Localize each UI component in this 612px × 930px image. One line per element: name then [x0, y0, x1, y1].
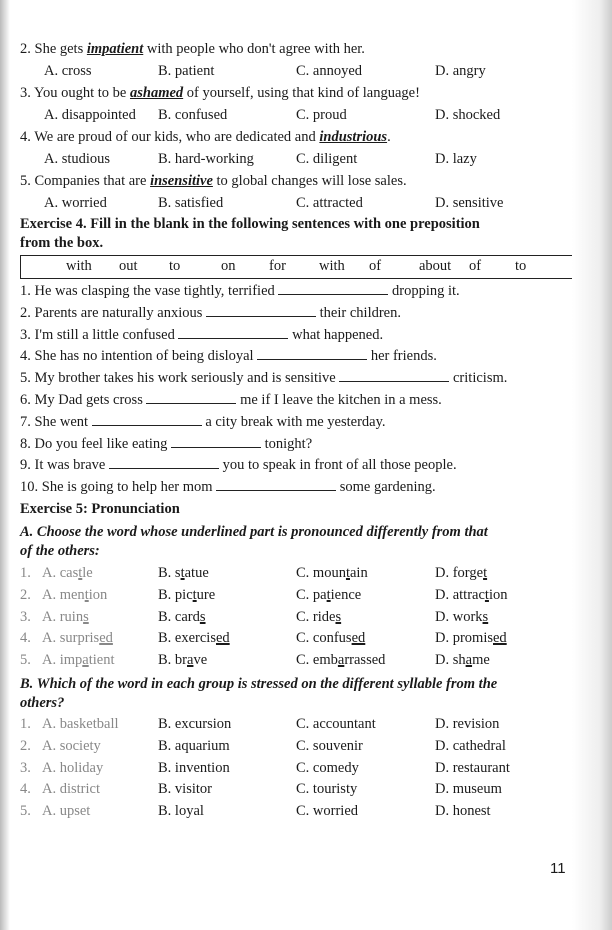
option: C. touristy [296, 781, 358, 798]
option: C. comedy [296, 759, 359, 776]
box-word: to [169, 258, 181, 274]
question-row [0, 38, 612, 60]
option [158, 584, 215, 606]
underlined-part: a [187, 652, 194, 669]
option: C. diligent [296, 151, 358, 167]
item-number: 2. [20, 737, 31, 754]
item-number: 1. [20, 716, 31, 732]
options-row [0, 60, 612, 82]
sentence-pre: I'm still a little confused [34, 326, 175, 343]
fill-in-item [0, 411, 612, 433]
option [158, 606, 206, 628]
fill-in-item [0, 389, 612, 411]
fill-in-item [0, 476, 612, 498]
option: B. patient [158, 63, 215, 79]
option [435, 562, 487, 584]
options-row [0, 104, 612, 126]
item-number: 5. [20, 803, 31, 820]
sentence-pre: She went [34, 413, 89, 430]
sentence [20, 411, 386, 433]
option-post: ience [330, 586, 362, 603]
question-pre: We are proud of our kids, who are dedicated and [34, 129, 320, 145]
fill-in-item [0, 345, 612, 367]
sentence-post: her friends. [370, 348, 437, 365]
option [42, 606, 89, 628]
pronunciation-item [0, 606, 612, 628]
item-number: 2. [20, 304, 31, 321]
underlined-part: ed [493, 630, 507, 647]
option: B. invention [158, 759, 230, 776]
part-instructions-cont [0, 540, 612, 562]
option: A. worried [44, 195, 107, 211]
option [296, 627, 365, 649]
underlined-part: s [199, 608, 206, 625]
pronunciation-item [0, 584, 612, 606]
fill-in-item [0, 433, 612, 455]
option: C. accountant [296, 716, 376, 732]
box-word: of [469, 258, 482, 274]
option-pre: D. attrac [435, 586, 485, 603]
keyword: industrious [319, 129, 388, 145]
fill-in-item [0, 324, 612, 346]
sentence-post: a city break with me yesterday. [205, 413, 386, 430]
question-number: 3. [20, 85, 31, 101]
option-pre: C. emb [296, 652, 338, 669]
instr-cont: of the others: [20, 543, 100, 559]
box-word: to [515, 258, 527, 274]
answer-blank [206, 302, 316, 317]
option-post: atue [184, 565, 209, 581]
option-post: ve [193, 652, 208, 669]
item-number: 4. [20, 348, 31, 365]
option: D. angry [435, 63, 486, 79]
item-number: 3. [20, 608, 31, 625]
pronunciation-item [0, 649, 612, 671]
option-post: le [82, 565, 93, 581]
item-number: 1. [20, 565, 31, 581]
item-number: 3. [20, 759, 31, 776]
option: B. loyal [158, 803, 204, 820]
question-pre: You ought to be [33, 85, 130, 101]
question-post: of yourself, using that kind of language! [183, 85, 420, 101]
option [158, 649, 207, 671]
option: D. honest [435, 803, 491, 820]
option: D. shocked [435, 107, 501, 123]
option: D. cathedral [435, 737, 506, 754]
sentence-pre: She is going to help her mom [41, 479, 213, 496]
fill-in-item [0, 280, 612, 302]
item-number: 3. [20, 326, 31, 343]
underlined-part: ed [99, 630, 113, 647]
stress-item [0, 757, 612, 779]
option [42, 649, 115, 671]
question-number: 5. [20, 173, 31, 189]
instr-cont: others? [20, 695, 65, 711]
option: A. holiday [42, 759, 104, 776]
option: D. museum [435, 781, 502, 798]
question-number: 4. [20, 129, 31, 145]
answer-blank [216, 476, 336, 491]
sentence-post: me if I leave the kitchen in a mess. [240, 392, 442, 408]
sentence-post: their children. [319, 304, 401, 321]
underlined-part: t [345, 565, 350, 581]
option [158, 627, 230, 649]
option-pre: A. imp [42, 652, 83, 669]
underlined-part: s [335, 608, 342, 625]
option [435, 606, 488, 628]
option-post: ion [88, 586, 108, 603]
sentence-post: tonight? [264, 435, 313, 452]
option-pre: B. exercis [158, 630, 216, 647]
option [296, 606, 341, 628]
item-number: 1. [20, 283, 31, 299]
instr-text: Choose the word whose underlined part is pronounced differently from that [36, 524, 488, 540]
answer-blank [109, 454, 219, 469]
option-pre: D. promis [435, 630, 493, 647]
underlined-part: t [180, 565, 185, 581]
option-pre: D. forge [435, 565, 484, 581]
option: B. confused [158, 107, 228, 123]
option-pre: C. pa [296, 586, 327, 603]
question-post: with people who don't agree with her. [143, 41, 365, 57]
option: B. visitor [158, 781, 212, 798]
item-number: 5. [20, 370, 31, 387]
option: C. proud [296, 107, 347, 123]
option-pre: A. cas [42, 565, 79, 581]
option: A. basketball [42, 716, 119, 732]
answer-blank [178, 324, 288, 339]
option: B. satisfied [158, 195, 224, 211]
option: C. attracted [296, 195, 363, 211]
sentence-post: some gardening. [339, 479, 436, 496]
stress-item [0, 713, 612, 735]
part-instructions-cont [0, 692, 612, 714]
exercise-4-title: Exercise 4. Fill in the blank in the following sentences with one preposition [20, 216, 480, 232]
option-pre: D. work [435, 608, 483, 625]
item-number: 6. [20, 392, 31, 408]
underlined-part: s [83, 608, 89, 625]
part-label: A. [20, 524, 34, 540]
sentence-pre: My Dad gets cross [34, 392, 143, 408]
option-pre: C. ride [296, 608, 336, 625]
underlined-part: t [192, 586, 197, 603]
exercise-5-title: Exercise 5: Pronunciation [20, 501, 180, 517]
instr-text: Which of the word in each group is stressed on the different syllable from the [36, 676, 498, 692]
sentence-post: you to speak in front of all those people. [222, 457, 457, 474]
stress-item [0, 735, 612, 757]
stress-item [0, 778, 612, 800]
box-word: with [66, 258, 92, 274]
box-word: about [419, 258, 452, 274]
underlined-part: a [82, 652, 89, 669]
exercise-title [0, 498, 612, 520]
box-word: for [269, 258, 286, 274]
exercise-4-title-cont: from the box. [20, 235, 104, 251]
exercise-title-cont [0, 232, 612, 254]
underlined-part: t [78, 565, 83, 581]
option: D. restaurant [435, 759, 510, 776]
sentence [20, 302, 401, 324]
option: A. studious [44, 151, 111, 167]
option-pre: C. confus [296, 630, 352, 647]
option-pre: A. ruin [42, 608, 84, 625]
sentence [20, 476, 436, 498]
sentence-pre: It was brave [34, 457, 106, 474]
option-pre: A. men [42, 586, 85, 603]
box-word: with [319, 258, 345, 274]
option-post: rrassed [344, 652, 386, 669]
sentence [20, 280, 460, 302]
keyword: insensitive [150, 173, 213, 189]
fill-in-item [0, 367, 612, 389]
question-pre: Companies that are [34, 173, 151, 189]
option-pre: A. surpris [42, 630, 100, 647]
question-text [20, 38, 365, 60]
question-text [20, 170, 407, 192]
option-post: ion [488, 586, 508, 603]
option: A. upset [42, 803, 91, 820]
item-number: 4. [20, 630, 31, 647]
option: C. worried [296, 803, 359, 820]
option [435, 627, 507, 649]
item-number: 9. [20, 457, 31, 474]
underlined-part: t [326, 586, 331, 603]
question-row [0, 82, 612, 104]
sentence-pre: She has no intention of being disloyal [34, 348, 254, 365]
pronunciation-item [0, 562, 612, 584]
item-number: 4. [20, 781, 31, 798]
option: B. hard-working [158, 151, 254, 167]
option-pre: B. card [158, 608, 200, 625]
option: A. cross [44, 63, 92, 79]
underlined-part: a [337, 652, 345, 669]
stress-item [0, 800, 612, 822]
question-post: . [387, 129, 391, 145]
item-number: 5. [20, 652, 31, 669]
pronunciation-item [0, 627, 612, 649]
underlined-part: s [482, 608, 489, 625]
answer-blank [171, 433, 261, 448]
question-text [20, 126, 391, 148]
page-number: 11 [550, 860, 566, 877]
sentence-post: what happened. [292, 326, 384, 343]
option: A. district [42, 781, 100, 798]
box-word: out [119, 258, 138, 274]
option [42, 627, 113, 649]
option-pre: D. sh [435, 652, 466, 669]
option: C. annoyed [296, 63, 363, 79]
option-post: tient [88, 652, 115, 669]
option: A. disappointed [44, 107, 136, 123]
option-pre: B. pic [158, 586, 193, 603]
option: A. society [42, 737, 101, 754]
answer-blank [339, 367, 449, 382]
answer-blank [146, 389, 236, 404]
question-pre: She gets [34, 41, 87, 57]
sentence [20, 433, 312, 455]
option [296, 649, 385, 671]
sentence-pre: My brother takes his work seriously and is sensitive [34, 370, 336, 387]
option [435, 584, 507, 606]
option [296, 562, 368, 584]
option [42, 562, 93, 584]
question-row [0, 170, 612, 192]
question-text [20, 82, 420, 104]
option: D. sensitive [435, 195, 504, 211]
keyword: ashamed [129, 85, 184, 101]
question-row [0, 126, 612, 148]
option: C. souvenir [296, 737, 363, 754]
option [42, 584, 107, 606]
answer-blank [257, 345, 367, 360]
answer-blank [92, 411, 202, 426]
sentence-pre: Do you feel like eating [34, 435, 168, 452]
underlined-part: t [483, 565, 488, 581]
sentence [20, 345, 437, 367]
option-post: ain [349, 565, 368, 581]
keyword: impatient [86, 41, 144, 57]
preposition-box [20, 255, 582, 279]
part-label: B. [20, 676, 34, 692]
option-pre: B. s [158, 565, 181, 581]
sentence [20, 367, 507, 389]
question-post: to global changes will lose sales. [212, 173, 407, 189]
underlined-part: ed [351, 630, 366, 647]
option: D. revision [435, 716, 500, 732]
question-number: 2. [20, 41, 31, 57]
option: B. excursion [158, 716, 232, 732]
options-row [0, 148, 612, 170]
option: B. aquarium [158, 737, 230, 754]
item-number: 7. [20, 413, 31, 430]
sentence [20, 389, 442, 411]
underlined-part: t [84, 586, 89, 603]
sentence [20, 324, 383, 346]
options-row [0, 192, 612, 214]
option: D. lazy [435, 151, 477, 167]
option-post: me [472, 652, 490, 669]
sentence-pre: He was clasping the vase tightly, terrified [34, 283, 275, 299]
sentence [20, 454, 457, 476]
item-number: 8. [20, 435, 31, 452]
underlined-part: ed [215, 630, 230, 647]
box-word: on [221, 258, 236, 274]
fill-in-item [0, 454, 612, 476]
sentence-post: dropping it. [392, 283, 460, 299]
sentence-pre: Parents are naturally anxious [34, 304, 203, 321]
answer-blank [278, 280, 388, 295]
option [296, 584, 361, 606]
option-pre: B. br [158, 652, 187, 669]
sentence-post: criticism. [453, 370, 508, 387]
option [435, 649, 490, 671]
item-number: 2. [20, 586, 31, 603]
underlined-part: a [465, 652, 473, 669]
fill-in-item [0, 302, 612, 324]
box-word: of [369, 258, 382, 274]
item-number: 10. [20, 479, 39, 496]
option-post: ure [196, 586, 216, 603]
underlined-part: t [484, 586, 489, 603]
option [158, 562, 209, 584]
option-pre: C. moun [296, 565, 346, 581]
